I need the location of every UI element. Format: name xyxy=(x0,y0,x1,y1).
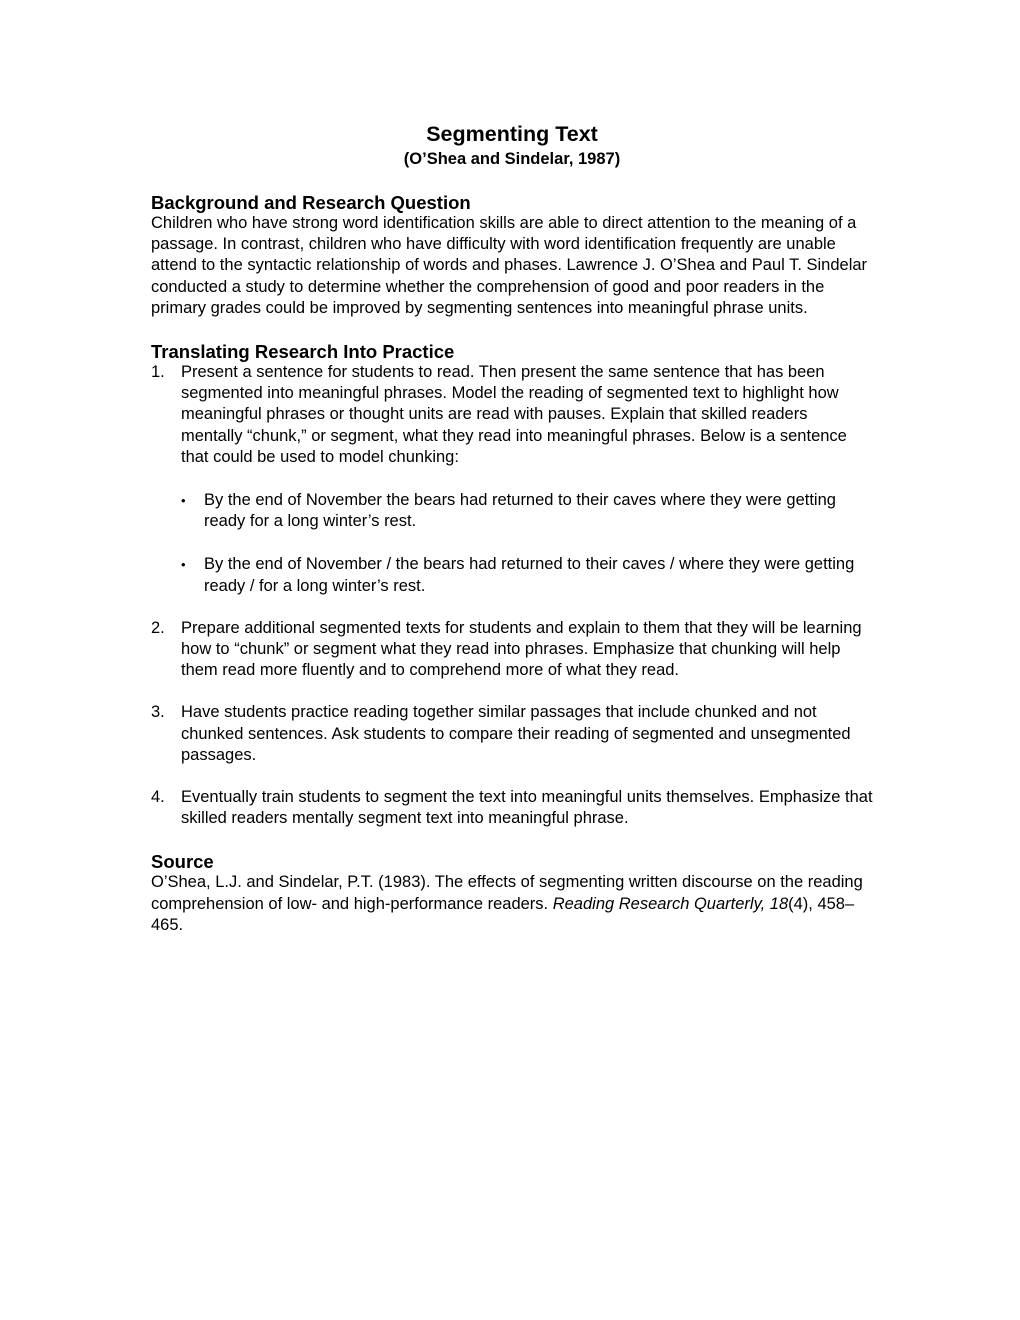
step-number: 4. xyxy=(151,788,165,807)
citation-journal: Reading Research Quarterly, 18 xyxy=(552,894,789,913)
background-heading: Background and Research Question xyxy=(151,192,471,213)
practice-steps xyxy=(151,362,873,829)
example-text: By the end of November / the bears had returned to their caves / where they were getting ready / for a long winter’s rest. xyxy=(204,555,855,595)
bullet-icon: • xyxy=(181,557,186,573)
practice-step-3 xyxy=(151,702,873,766)
example-unsegmented xyxy=(151,490,873,532)
example-segmented xyxy=(151,554,873,596)
example-text: By the end of November the bears had returned to their caves where they were getting ready for a long winter’s rest. xyxy=(204,491,836,531)
practice-step-1 xyxy=(151,362,873,468)
page-subtitle: (O’Shea and Sindelar, 1987) xyxy=(403,150,621,168)
step-text: Present a sentence for students to read. Then present the same sentence that has been segmented into meaningful phrases. Model the reading of segmented text to highlight how meaningful phrases or thought units are read with pauses. Explain that skilled readers mentally “chunk,” or segment, what they read into meaningful phrases. Below is a sentence that could be used to model chunking: xyxy=(181,363,847,466)
bullet-icon: • xyxy=(181,493,186,509)
step-number: 3. xyxy=(151,703,165,722)
step-text: Prepare additional segmented texts for students and explain to them that they will be learning how to “chunk” or segment what they read into phrases. Emphasize that chunking will help them read more fluently and to comprehend more of what they read. xyxy=(181,618,862,680)
example-list xyxy=(151,490,873,597)
document-page xyxy=(151,120,873,936)
citation-text: O’Shea, L.J. and Sindelar, P.T. (1983). The effects of segmenting written discourse on the reading comprehension of low- and high-performance readers. xyxy=(151,873,863,913)
step-number: 1. xyxy=(151,363,165,382)
practice-step-2 xyxy=(151,618,873,682)
citation-issue-pages: (4), 458–465. xyxy=(151,894,855,934)
example-list-container xyxy=(151,490,873,597)
practice-step-4 xyxy=(151,787,873,829)
step-text: Have students practice reading together similar passages that include chunked and not chunked sentences. Ask students to compare their reading of segmented and unsegmented passages. xyxy=(181,703,851,764)
source-heading: Source xyxy=(151,851,214,873)
source-citation xyxy=(151,872,873,936)
step-text: Eventually train students to segment the text into meaningful units themselves. Emphasize that skilled readers mentally segment text into meaningful phrase. xyxy=(181,788,873,828)
background-paragraph: Children who have strong word identification skills are able to direct attention to the meaning of a passage. In contrast, children who have difficulty with word identification frequently are unable attend to the syntactic relationship of words and phases. Lawrence J. O’Shea and Paul T. Sindelar conducted a study to determine whether the comprehension of good and poor readers in the primary grades could be improved by segmenting sentences into meaningful phrase units. xyxy=(151,214,868,317)
practice-heading: Translating Research Into Practice xyxy=(151,341,455,363)
step-number: 2. xyxy=(151,618,165,637)
page-title: Segmenting Text xyxy=(426,122,598,146)
